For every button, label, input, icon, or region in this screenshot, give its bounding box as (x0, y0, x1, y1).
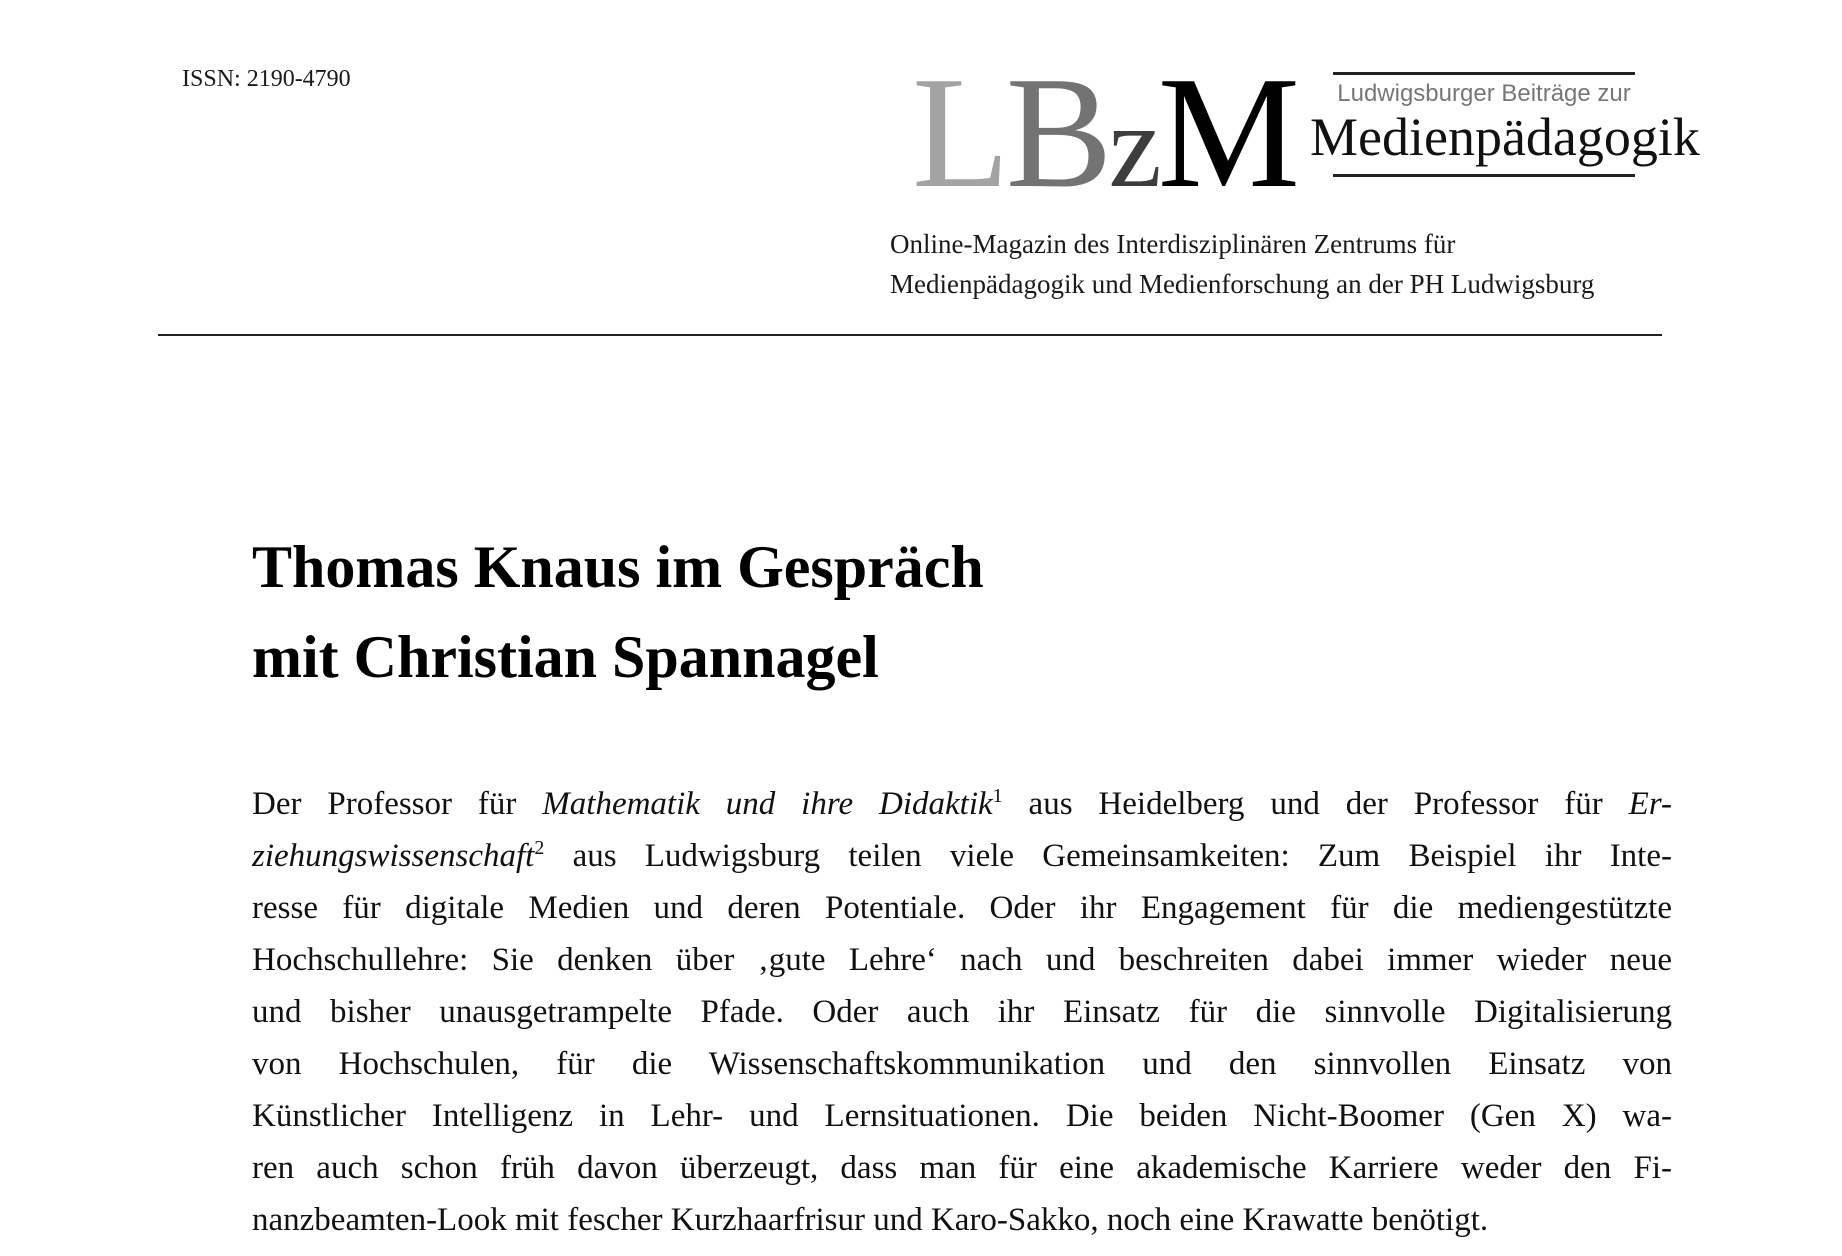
paragraph-line (252, 830, 1672, 882)
text-run: aus Heidelberg und der Professor für (1002, 786, 1629, 822)
paragraph-line: Hochschullehre: Sie denken über ‚gute Lehre‘ nach und beschreiten dabei immer wieder neue (252, 942, 1672, 978)
series-bottom-rule (1333, 174, 1635, 177)
italic-term: Er- (1628, 786, 1672, 822)
italic-term: Mathematik und ihre Didaktik (542, 786, 993, 822)
series-subtitle-big: Medienpädagogik (1310, 107, 1700, 168)
article-title-line-1: Thomas Knaus im Gespräch (252, 534, 984, 600)
header-divider (158, 334, 1662, 336)
paragraph-line: von Hochschulen, für die Wissenschaftskommunikation und den sinnvollen Einsatz von (252, 1046, 1672, 1082)
paragraph-line: Künstlicher Intelligenz in Lehr- und Lernsituationen. Die beiden Nicht-Boomer (Gen X) wa- (252, 1098, 1672, 1134)
series-subtitle-small: Ludwigsburger Beiträge zur (1337, 80, 1631, 107)
series-title-block (1310, 72, 1700, 177)
logo-letter-z: z (1108, 79, 1158, 212)
paragraph-line: nanzbeamten-Look mit fescher Kurzhaarfrisur und Karo-Sakko, noch eine Krawatte benötigt. (252, 1202, 1489, 1238)
series-top-rule (1333, 72, 1635, 75)
paragraph-line: ren auch schon früh davon überzeugt, dass man für eine akademische Karriere weder den Fi- (252, 1150, 1672, 1186)
magazine-description (890, 224, 1594, 304)
text-run: aus Ludwigsburg teilen viele Gemeinsamkeiten: Zum Beispiel ihr Inte- (544, 838, 1672, 874)
italic-term: ziehungswissenschaft (252, 838, 535, 874)
magazine-description-line-1: Online-Magazin des Interdisziplinären Zentrums für (890, 229, 1456, 259)
article-title (252, 522, 984, 702)
paragraph-line: und bisher unausgetrampelte Pfade. Oder auch ihr Einsatz für die sinnvolle Digitalisierung (252, 994, 1672, 1030)
footnote-marker[interactable]: 2 (534, 837, 545, 859)
article-title-line-2: mit Christian Spannagel (252, 624, 879, 690)
text-run: Der Professor für (252, 786, 543, 822)
magazine-description-line-2: Medienpädagogik und Medienforschung an der PH Ludwigsburg (890, 269, 1595, 299)
logo-letter-b: B (1005, 43, 1109, 221)
logo-letter-m: M (1157, 43, 1296, 221)
issn-number: ISSN: 2190-4790 (182, 66, 351, 92)
footnote-marker[interactable]: 1 (992, 785, 1003, 807)
lbzm-logo (912, 43, 1296, 221)
logo-letter-l: L (912, 43, 1006, 221)
paragraph-line: resse für digitale Medien und deren Potentiale. Oder ihr Engagement für die mediengestützte (252, 890, 1672, 926)
article-intro-paragraph (252, 778, 1672, 1246)
paragraph-line (252, 778, 1672, 830)
